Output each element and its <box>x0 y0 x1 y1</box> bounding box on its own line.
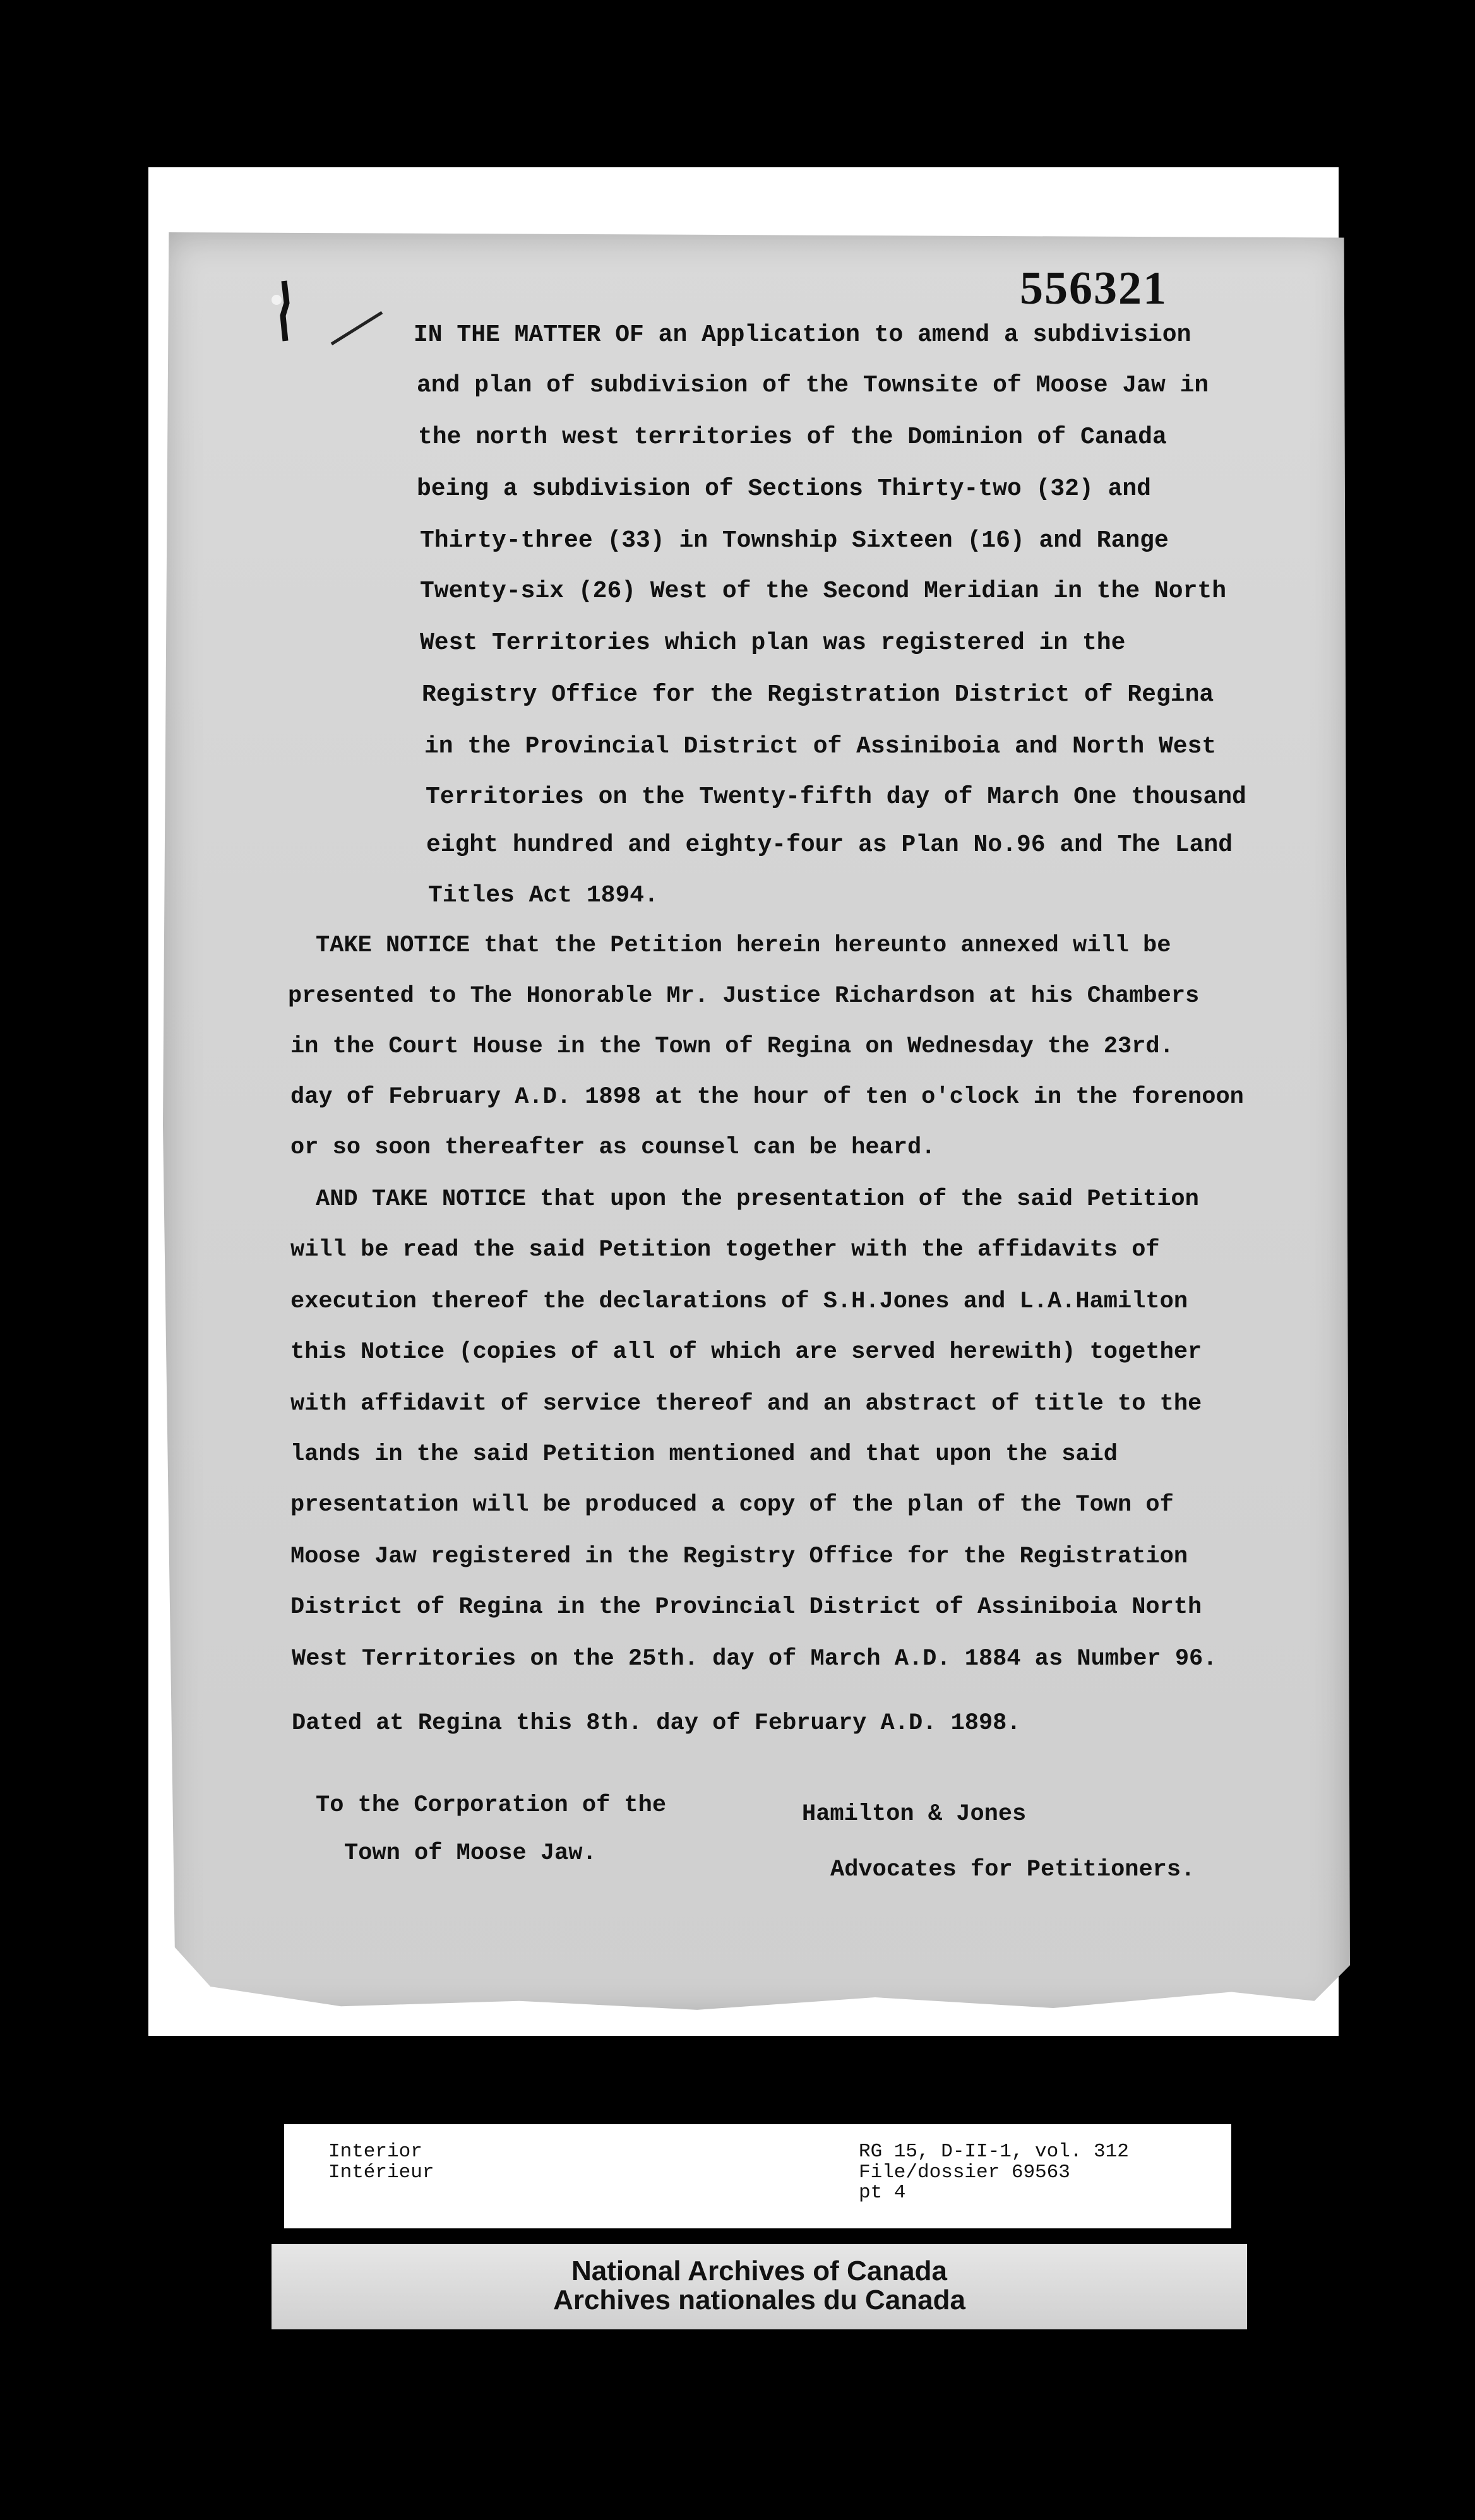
addressee-line: Town of Moose Jaw. <box>344 1840 597 1867</box>
archive-name-fr: Archives nationales du Canada <box>553 2285 965 2315</box>
further-notice-line: West Territories on the 25th. day of March A.D. 1884 as Number 96. <box>292 1646 1217 1672</box>
matter-line: being a subdivision of Sections Thirty-two (32) and <box>417 475 1151 502</box>
notice-line: presented to The Honorable Mr. Justice Richardson at his Chambers <box>288 983 1200 1009</box>
matter-line: Territories on the Twenty-fifth day of March One thousand <box>426 783 1246 811</box>
further-notice-line: District of Regina in the Provincial District of Assiniboia North <box>290 1594 1202 1620</box>
matter-line: IN THE MATTER OF an Application to amend a subdivision <box>414 321 1191 348</box>
pin-hole-mark <box>265 278 303 347</box>
matter-line: West Territories which plan was registered in the <box>420 629 1126 657</box>
further-notice-line: this Notice (copies of all of which are served herewith) together <box>290 1339 1202 1365</box>
pen-stroke-mark <box>328 309 385 347</box>
archive-reference-label <box>284 2124 1231 2228</box>
further-notice-line: Moose Jaw registered in the Registry Office for the Registration <box>290 1543 1188 1570</box>
further-notice-line: AND TAKE NOTICE that upon the presentation of the said Petition <box>316 1186 1199 1213</box>
further-notice-line: presentation will be produced a copy of the plan of the Town of <box>290 1492 1174 1518</box>
matter-line: and plan of subdivision of the Townsite of Moose Jaw in <box>417 372 1209 399</box>
notice-line: TAKE NOTICE that the Petition herein hereunto annexed will be <box>316 932 1171 959</box>
further-notice-line: with affidavit of service thereof and an abstract of title to the <box>290 1391 1202 1417</box>
notice-line: or so soon thereafter as counsel can be heard. <box>290 1134 936 1161</box>
addressee-line: To the Corporation of the <box>316 1792 667 1819</box>
matter-line: the north west territories of the Dominion of Canada <box>418 424 1167 451</box>
file-number: 556321 <box>1020 263 1167 314</box>
matter-line: Registry Office for the Registration District of Regina <box>422 681 1214 708</box>
department-name-en: Interior <box>328 2141 422 2163</box>
department-name-fr: Intérieur <box>328 2161 434 2184</box>
notice-line: day of February A.D. 1898 at the hour of ten o'clock in the forenoon <box>290 1084 1244 1110</box>
matter-line: Thirty-three (33) in Township Sixteen (16) and Range <box>420 527 1169 554</box>
record-group: RG 15, D-II-1, vol. 312 <box>859 2141 1129 2163</box>
matter-line: in the Provincial District of Assiniboia and North West <box>424 733 1217 760</box>
archive-banner <box>272 2244 1247 2329</box>
file-dossier: File/dossier 69563 <box>859 2161 1070 2184</box>
department-name <box>328 2142 434 2183</box>
further-notice-line: lands in the said Petition mentioned and that upon the said <box>290 1441 1118 1468</box>
matter-line: Twenty-six (26) West of the Second Meridian in the North <box>420 578 1227 605</box>
dated-line: Dated at Regina this 8th. day of February A.D. 1898. <box>292 1710 1021 1737</box>
part-number: pt 4 <box>859 2182 906 2204</box>
file-reference <box>859 2142 1129 2204</box>
signatory-line: Advocates for Petitioners. <box>830 1857 1195 1883</box>
notice-line: in the Court House in the Town of Regina on Wednesday the 23rd. <box>290 1033 1174 1060</box>
further-notice-line: execution thereof the declarations of S.H.Jones and L.A.Hamilton <box>290 1288 1188 1315</box>
matter-line: eight hundred and eighty-four as Plan No.96 and The Land <box>426 831 1233 859</box>
signatory-line: Hamilton & Jones <box>802 1801 1027 1828</box>
matter-line: Titles Act 1894. <box>428 882 659 909</box>
further-notice-line: will be read the said Petition together with the affidavits of <box>290 1237 1160 1263</box>
archive-name-en: National Archives of Canada <box>571 2256 947 2286</box>
